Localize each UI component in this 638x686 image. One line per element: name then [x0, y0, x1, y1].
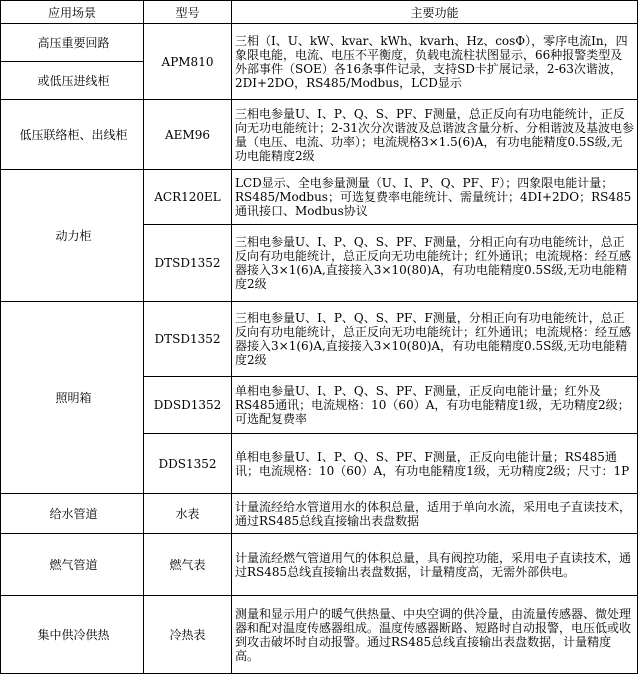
model-cell: DTSD1352	[144, 225, 232, 302]
model-cell: DTSD1352	[144, 302, 232, 377]
desc-cell: 三相（I、U、kW、kvar、kWh、kvarh、Hz、cosΦ），零序电流In，四象限电能，电流、电压不平衡度，负载电流柱状图显示，66种报警类型及外部事件（SOE）各16条事件记录，支持SD卡扩展记录，2-63次谐波，2DI+2DO，RS485/Modbus，LCD显示	[232, 24, 638, 100]
scene-cell: 或低压进线柜	[1, 62, 144, 100]
model-cell: APM810	[144, 24, 232, 100]
scene-cell: 燃气管道	[1, 534, 144, 596]
scene-cell: 集中供冷供热	[1, 596, 144, 674]
table-row	[1, 100, 638, 170]
model-cell: ACR120EL	[144, 170, 232, 225]
scene-cell: 动力柜	[1, 170, 144, 302]
scene-cell: 照明箱	[1, 302, 144, 494]
desc-cell: 测量和显示用户的暖气供热量、中央空调的供冷量，由流量传感器、微处理器和配对温度传感器组成。温度传感器断路、短路时自动报警，电压低或收到攻击破坏时自动报警。通过RS485总线直接输出表盘数据，计量精度高。	[232, 596, 638, 674]
model-cell: 水表	[144, 494, 232, 534]
table-row	[1, 302, 638, 377]
desc-cell: 计量流经燃气管道用气的体积总量，具有阀控功能，采用电子直读技术，通过RS485总线直接输出表盘数据，计量精度高，无需外部供电。	[232, 534, 638, 596]
table-header-row	[1, 1, 638, 24]
model-cell: 燃气表	[144, 534, 232, 596]
table-row	[1, 170, 638, 225]
table-row	[1, 596, 638, 674]
model-cell: 冷热表	[144, 596, 232, 674]
scene-cell: 低压联络柜、出线柜	[1, 100, 144, 170]
scene-cell: 高压重要回路	[1, 24, 144, 62]
header-model: 型号	[144, 1, 232, 24]
desc-cell: 单相电参量U、I、P、Q、S、PF、F测量，正反向电能计量；RS485通讯；电流规格：10（60）A，有功电能精度1级，无功精度2级；尺寸：1P	[232, 434, 638, 494]
model-cell: DDS1352	[144, 434, 232, 494]
table-row	[1, 24, 638, 62]
header-function: 主要功能	[232, 1, 638, 24]
model-cell: DDSD1352	[144, 377, 232, 434]
desc-cell: 三相电参量U、I、P、Q、S、PF、F测量，总正反向有功电能统计，正反向无功电能统计；2-31次分次谐波及总谐波含量分析、分相谐波及基波电参量（电压、电流、功率）；电流规格3×1.5(6)A，有功电能精度0.5S级,无功电能精度2级	[232, 100, 638, 170]
header-scene: 应用场景	[1, 1, 144, 24]
table-row	[1, 534, 638, 596]
desc-cell: LCD显示、全电参量测量（U、I、P、Q、PF、F）；四象限电能计量；RS485/Modbus；可选复费率电能统计、需量统计；4DI+2DO；RS485通讯接口、Modbus协议	[232, 170, 638, 225]
scene-cell: 给水管道	[1, 494, 144, 534]
table-row	[1, 494, 638, 534]
model-cell: AEM96	[144, 100, 232, 170]
desc-cell: 计量流经给水管道用水的体积总量，适用于单向水流，采用电子直读技术，通过RS485总线直接输出表盘数据	[232, 494, 638, 534]
desc-cell: 三相电参量U、I、P、Q、S、PF、F测量，分相正向有功电能统计，总正反向有功电能统计，总正反向无功电能统计；红外通讯；电流规格：经互感器接入3×1(6)A,直接接入3×10(80)A，有功电能精度0.5S级,无功电能精度2级	[232, 302, 638, 377]
desc-cell: 三相电参量U、I、P、Q、S、PF、F测量，分相正向有功电能统计，总正反向有功电能统计，总正反向无功电能统计；红外通讯；电流规格：经互感器接入3×1(6)A,直接接入3×10(80)A，有功电能精度0.5S级,无功电能精度2级	[232, 225, 638, 302]
desc-cell: 单相电参量U、I、P、Q、S、PF、F测量，正反向电能计量；红外及RS485通讯；电流规格：10（60）A，有功电能精度1级，无功精度2级；可选配复费率	[232, 377, 638, 434]
